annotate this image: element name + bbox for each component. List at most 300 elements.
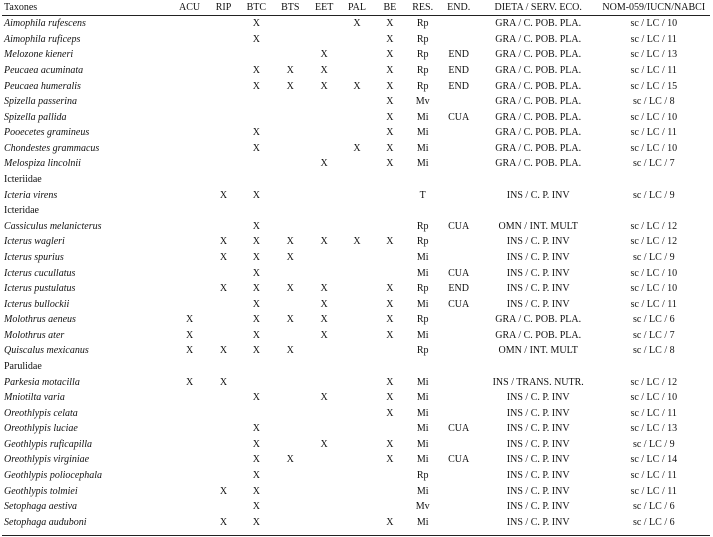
table-cell [341, 312, 373, 328]
table-cell: sc / LC / 11 [630, 470, 677, 482]
taxon-name: Chondestes grammacus [4, 142, 100, 154]
table-cell [439, 16, 479, 32]
table-row [2, 296, 710, 312]
table-row [2, 390, 710, 406]
table-cell [439, 328, 479, 344]
table-cell: X [286, 454, 294, 466]
table-cell [307, 515, 341, 531]
table-cell: X [286, 80, 294, 92]
table-cell: sc / LC / 11 [630, 65, 677, 77]
table-cell [172, 78, 208, 94]
table-cell: X [386, 80, 394, 92]
table-cell: CUA [448, 423, 470, 435]
table-cell: X [252, 423, 260, 435]
table-cell: Mi [416, 485, 429, 497]
table-cell: sc / LC / 14 [630, 454, 678, 466]
taxon-name: Cassiculus melanicterus [4, 220, 102, 232]
table-cell [307, 219, 341, 235]
table-cell [273, 421, 307, 437]
table-cell: X [219, 236, 228, 248]
taxon-name: Parkesia motacilla [4, 376, 80, 388]
table-cell: X [320, 158, 328, 170]
table-cell: INS / C. P. INV [506, 470, 570, 482]
table-cell [439, 390, 479, 406]
table-cell [208, 32, 240, 48]
table-cell: Rp [416, 49, 429, 61]
table-cell: CUA [448, 298, 470, 310]
table-cell: END [448, 80, 469, 92]
taxon-name: Icterus bullockii [4, 298, 70, 310]
table-cell [172, 16, 208, 32]
table-cell [273, 328, 307, 344]
column-header: Taxones [2, 0, 172, 16]
table-cell: Rp [416, 314, 429, 326]
table-cell: X [386, 407, 394, 419]
table-bottom-rule [2, 535, 710, 536]
table-cell: X [353, 142, 361, 154]
table-cell: X [219, 376, 228, 388]
table-row [2, 234, 710, 250]
table-cell [373, 421, 407, 437]
table-cell: X [252, 80, 260, 92]
table-cell: END [448, 283, 469, 295]
table-cell [239, 94, 273, 110]
table-cell [273, 437, 307, 453]
table-cell [273, 499, 307, 515]
table-cell [273, 47, 307, 63]
taxon-name: Molothrus ater [4, 329, 65, 341]
table-cell: X [252, 470, 260, 482]
table-cell [439, 156, 479, 172]
table-cell: X [252, 314, 260, 326]
table-cell [208, 390, 240, 406]
column-header: ACU [172, 0, 208, 16]
table-cell: X [252, 127, 260, 139]
table-cell [239, 405, 273, 421]
table-cell: X [185, 329, 194, 341]
table-cell: INS / C. P. INV [506, 298, 570, 310]
table-row [2, 421, 710, 437]
table-cell: X [353, 18, 361, 30]
table-cell: X [386, 96, 394, 108]
taxon-name: Icterus spurius [4, 251, 64, 263]
table-cell: X [286, 283, 294, 295]
species-table [2, 0, 710, 530]
table-cell: X [252, 189, 260, 201]
table-cell [208, 468, 240, 484]
taxon-name: Molothrus aeneus [4, 314, 76, 326]
table-cell [273, 296, 307, 312]
table-cell: X [386, 111, 394, 123]
table-cell [307, 483, 341, 499]
table-cell [439, 515, 479, 531]
table-cell: END [448, 65, 469, 77]
table-row [2, 187, 710, 203]
table-cell [172, 109, 208, 125]
table-row [2, 250, 710, 266]
table-cell [341, 468, 373, 484]
table-cell: GRA / C. POB. PLA. [495, 158, 582, 170]
table-cell [439, 468, 479, 484]
table-row [2, 328, 710, 344]
table-cell [208, 499, 240, 515]
table-cell: GRA / C. POB. PLA. [495, 49, 582, 61]
table-cell [273, 16, 307, 32]
table-cell [208, 94, 240, 110]
table-cell: X [252, 501, 260, 513]
taxon-name: Aimophila ruficeps [4, 33, 81, 45]
taxon-name: Geothlypis tolmiei [4, 485, 78, 497]
table-row [2, 32, 710, 48]
table-row [2, 16, 710, 32]
table-cell: GRA / C. POB. PLA. [495, 111, 582, 123]
table-cell [172, 94, 208, 110]
table-cell [307, 32, 341, 48]
table-row [2, 47, 710, 63]
table-cell: X [320, 314, 328, 326]
table-cell: X [320, 49, 328, 61]
table-cell: Rp [416, 65, 429, 77]
table-cell [341, 483, 373, 499]
table-cell: X [185, 376, 194, 388]
table-cell [172, 499, 208, 515]
table-row [2, 405, 710, 421]
table-cell [307, 250, 341, 266]
table-cell: X [252, 298, 260, 310]
table-cell [172, 234, 208, 250]
table-cell: X [320, 392, 328, 404]
table-cell: OMN / INT. MULT [498, 220, 578, 232]
table-cell: END [448, 49, 469, 61]
table-row [2, 312, 710, 328]
table-cell: INS / C. P. INV [506, 423, 570, 435]
table-cell [208, 109, 240, 125]
table-cell: X [252, 18, 260, 30]
table-cell: sc / LC / 13 [630, 49, 678, 61]
table-cell: X [286, 251, 294, 263]
table-cell [341, 250, 373, 266]
column-header: RIP [208, 0, 240, 16]
table-cell: Mi [416, 267, 429, 279]
table-cell: X [386, 142, 394, 154]
taxon-name: Geothlypis ruficapilla [4, 438, 93, 450]
table-cell [341, 374, 373, 390]
taxon-name: Geothlypis poliocephala [4, 470, 103, 482]
table-cell [208, 452, 240, 468]
table-cell: X [320, 80, 328, 92]
table-cell [373, 483, 407, 499]
table-cell: Mi [416, 407, 429, 419]
table-cell [373, 468, 407, 484]
taxon-name: Quiscalus mexicanus [4, 345, 89, 357]
table-cell [208, 296, 240, 312]
table-cell: X [386, 438, 394, 450]
table-cell: Mi [416, 329, 429, 341]
table-cell: Mi [416, 423, 429, 435]
table-cell [273, 265, 307, 281]
table-cell: sc / LC / 8 [632, 96, 675, 108]
table-cell: sc / LC / 6 [632, 516, 675, 528]
table-cell [439, 405, 479, 421]
table-cell: T [419, 189, 426, 201]
table-cell [239, 156, 273, 172]
taxon-name: Spizella pallida [4, 111, 67, 123]
table-cell [172, 156, 208, 172]
table-cell [307, 265, 341, 281]
table-cell [341, 437, 373, 453]
table-cell [172, 47, 208, 63]
table-cell [307, 16, 341, 32]
table-cell [341, 421, 373, 437]
table-cell: X [386, 33, 394, 45]
table-cell: X [252, 345, 260, 357]
taxon-name: Spizella passerina [4, 96, 78, 108]
table-cell: sc / LC / 9 [632, 189, 675, 201]
table-cell [208, 47, 240, 63]
table-cell: sc / LC / 15 [630, 80, 678, 92]
table-cell: sc / LC / 10 [630, 142, 678, 154]
column-header: BTS [273, 0, 307, 16]
table-cell [172, 421, 208, 437]
taxon-name: Setophaga auduboni [4, 516, 87, 528]
table-cell [273, 219, 307, 235]
table-cell: CUA [448, 267, 470, 279]
table-cell: Mi [416, 516, 429, 528]
table-cell: sc / LC / 8 [632, 345, 675, 357]
family-row [2, 172, 710, 188]
table-cell: sc / LC / 9 [632, 251, 675, 263]
family-name: Icteriidae [4, 174, 42, 186]
table-cell: X [320, 236, 328, 248]
table-cell: Mi [416, 142, 429, 154]
taxon-name: Melozone kieneri [4, 49, 74, 61]
table-cell [439, 32, 479, 48]
table-row [2, 156, 710, 172]
table-cell [273, 390, 307, 406]
table-row [2, 452, 710, 468]
table-cell [307, 452, 341, 468]
table-cell: X [320, 298, 328, 310]
table-cell [307, 421, 341, 437]
table-cell [208, 156, 240, 172]
table-cell: X [320, 438, 328, 450]
table-cell [341, 265, 373, 281]
table-cell [307, 125, 341, 141]
table-cell [439, 483, 479, 499]
table-cell [208, 219, 240, 235]
table-cell: Mi [416, 111, 429, 123]
table-cell: X [185, 314, 194, 326]
table-cell [373, 250, 407, 266]
table-cell: GRA / C. POB. PLA. [495, 33, 582, 45]
table-cell: Rp [416, 33, 429, 45]
table-cell [273, 405, 307, 421]
table-cell [373, 187, 407, 203]
table-row [2, 281, 710, 297]
table-cell: X [252, 33, 260, 45]
family-name: Icteridae [4, 205, 39, 217]
table-cell: X [353, 236, 361, 248]
table-cell: sc / LC / 13 [630, 423, 678, 435]
table-cell [341, 63, 373, 79]
table-cell: Mi [416, 298, 429, 310]
table-cell [172, 281, 208, 297]
table-cell: Rp [416, 283, 429, 295]
table-cell: X [219, 189, 228, 201]
table-cell [341, 156, 373, 172]
table-cell [341, 343, 373, 359]
table-cell [172, 390, 208, 406]
table-cell: INS / C. P. INV [506, 251, 570, 263]
table-cell [208, 328, 240, 344]
table-cell: X [252, 485, 260, 497]
table-cell: X [252, 329, 260, 341]
table-cell: Rp [416, 470, 429, 482]
taxon-name: Oreothlypis virginiae [4, 454, 90, 466]
table-cell: INS / C. P. INV [506, 236, 570, 248]
table-cell [172, 265, 208, 281]
table-cell [307, 343, 341, 359]
table-cell: sc / LC / 12 [630, 220, 678, 232]
table-cell [373, 343, 407, 359]
taxon-name: Aimophila rufescens [4, 18, 86, 30]
column-header: BTC [239, 0, 273, 16]
table-cell [273, 32, 307, 48]
table-cell: Mi [416, 127, 429, 139]
table-cell [208, 265, 240, 281]
table-cell: X [386, 516, 394, 528]
table-cell: X [386, 18, 394, 30]
table-body [2, 16, 710, 531]
table-cell: INS / C. P. INV [506, 189, 570, 201]
table-cell [373, 265, 407, 281]
table-cell [273, 483, 307, 499]
table-row [2, 141, 710, 157]
table-cell [439, 187, 479, 203]
table-cell: sc / LC / 6 [632, 314, 675, 326]
table-cell [239, 374, 273, 390]
table-cell [439, 234, 479, 250]
table-header [2, 0, 710, 16]
table-cell: X [386, 49, 394, 61]
table-cell: X [219, 345, 228, 357]
table-cell [307, 94, 341, 110]
table-cell [439, 374, 479, 390]
table-cell [341, 390, 373, 406]
taxon-name: Setophaga aestiva [4, 501, 78, 513]
table-cell [373, 219, 407, 235]
table-cell: Mi [416, 376, 429, 388]
table-cell: X [386, 158, 394, 170]
table-cell [172, 483, 208, 499]
table-cell: X [252, 142, 260, 154]
taxon-name: Oreothlypis luciae [4, 423, 78, 435]
table-cell [439, 499, 479, 515]
table-cell: INS / C. P. INV [506, 516, 570, 528]
table-cell [341, 125, 373, 141]
table-cell [273, 374, 307, 390]
table-cell [208, 78, 240, 94]
table-cell: CUA [448, 220, 470, 232]
table-cell [273, 187, 307, 203]
table-cell: X [252, 438, 260, 450]
taxon-name: Icteria virens [4, 189, 58, 201]
table-row [2, 78, 710, 94]
table-cell: X [252, 516, 260, 528]
table-cell: GRA / C. POB. PLA. [495, 18, 582, 30]
taxon-name: Icterus cucullatus [4, 267, 76, 279]
table-cell: X [386, 127, 394, 139]
table-cell [341, 219, 373, 235]
table-cell: sc / LC / 10 [630, 392, 678, 404]
table-cell: X [386, 283, 394, 295]
table-cell [341, 499, 373, 515]
table-cell: INS / C. P. INV [506, 485, 570, 497]
table-cell: X [386, 236, 394, 248]
table-cell: sc / LC / 10 [630, 111, 678, 123]
table-cell [172, 468, 208, 484]
table-cell [439, 250, 479, 266]
column-header: NOM-059/IUCN/NABCI [598, 0, 710, 16]
table-row [2, 437, 710, 453]
table-cell [172, 141, 208, 157]
table-cell: INS / C. P. INV [506, 454, 570, 466]
table-cell: GRA / C. POB. PLA. [495, 314, 582, 326]
table-cell: X [219, 485, 228, 497]
table-cell [273, 109, 307, 125]
table-cell [208, 63, 240, 79]
table-cell [439, 94, 479, 110]
column-header: BE [373, 0, 407, 16]
table-cell: INS / TRANS. NUTR. [492, 376, 584, 388]
table-row [2, 109, 710, 125]
table-cell: X [386, 376, 394, 388]
table-cell: sc / LC / 7 [632, 329, 675, 341]
table-cell: GRA / C. POB. PLA. [495, 96, 582, 108]
table-cell [273, 515, 307, 531]
table-cell [341, 47, 373, 63]
table-cell [341, 94, 373, 110]
table-cell: X [219, 516, 228, 528]
table-cell [208, 437, 240, 453]
table-cell [172, 296, 208, 312]
table-cell [373, 499, 407, 515]
table-cell [439, 312, 479, 328]
table-cell [307, 499, 341, 515]
table-cell: Rp [416, 236, 429, 248]
table-cell: X [185, 345, 194, 357]
table-cell: X [286, 345, 294, 357]
table-cell [439, 125, 479, 141]
table-cell: sc / LC / 7 [632, 158, 675, 170]
table-row [2, 515, 710, 531]
table-cell: INS / C. P. INV [506, 283, 570, 295]
table-cell [208, 141, 240, 157]
table-cell: Mv [415, 501, 430, 513]
table-cell: sc / LC / 10 [630, 283, 678, 295]
table-row [2, 94, 710, 110]
table-cell [172, 405, 208, 421]
table-cell: X [353, 80, 361, 92]
table-cell: X [286, 65, 294, 77]
table-cell [307, 374, 341, 390]
table-cell: X [219, 283, 228, 295]
table-cell [341, 296, 373, 312]
table-cell: X [386, 454, 394, 466]
table-cell: X [320, 329, 328, 341]
table-cell: Mi [416, 438, 429, 450]
table-cell: X [252, 65, 260, 77]
